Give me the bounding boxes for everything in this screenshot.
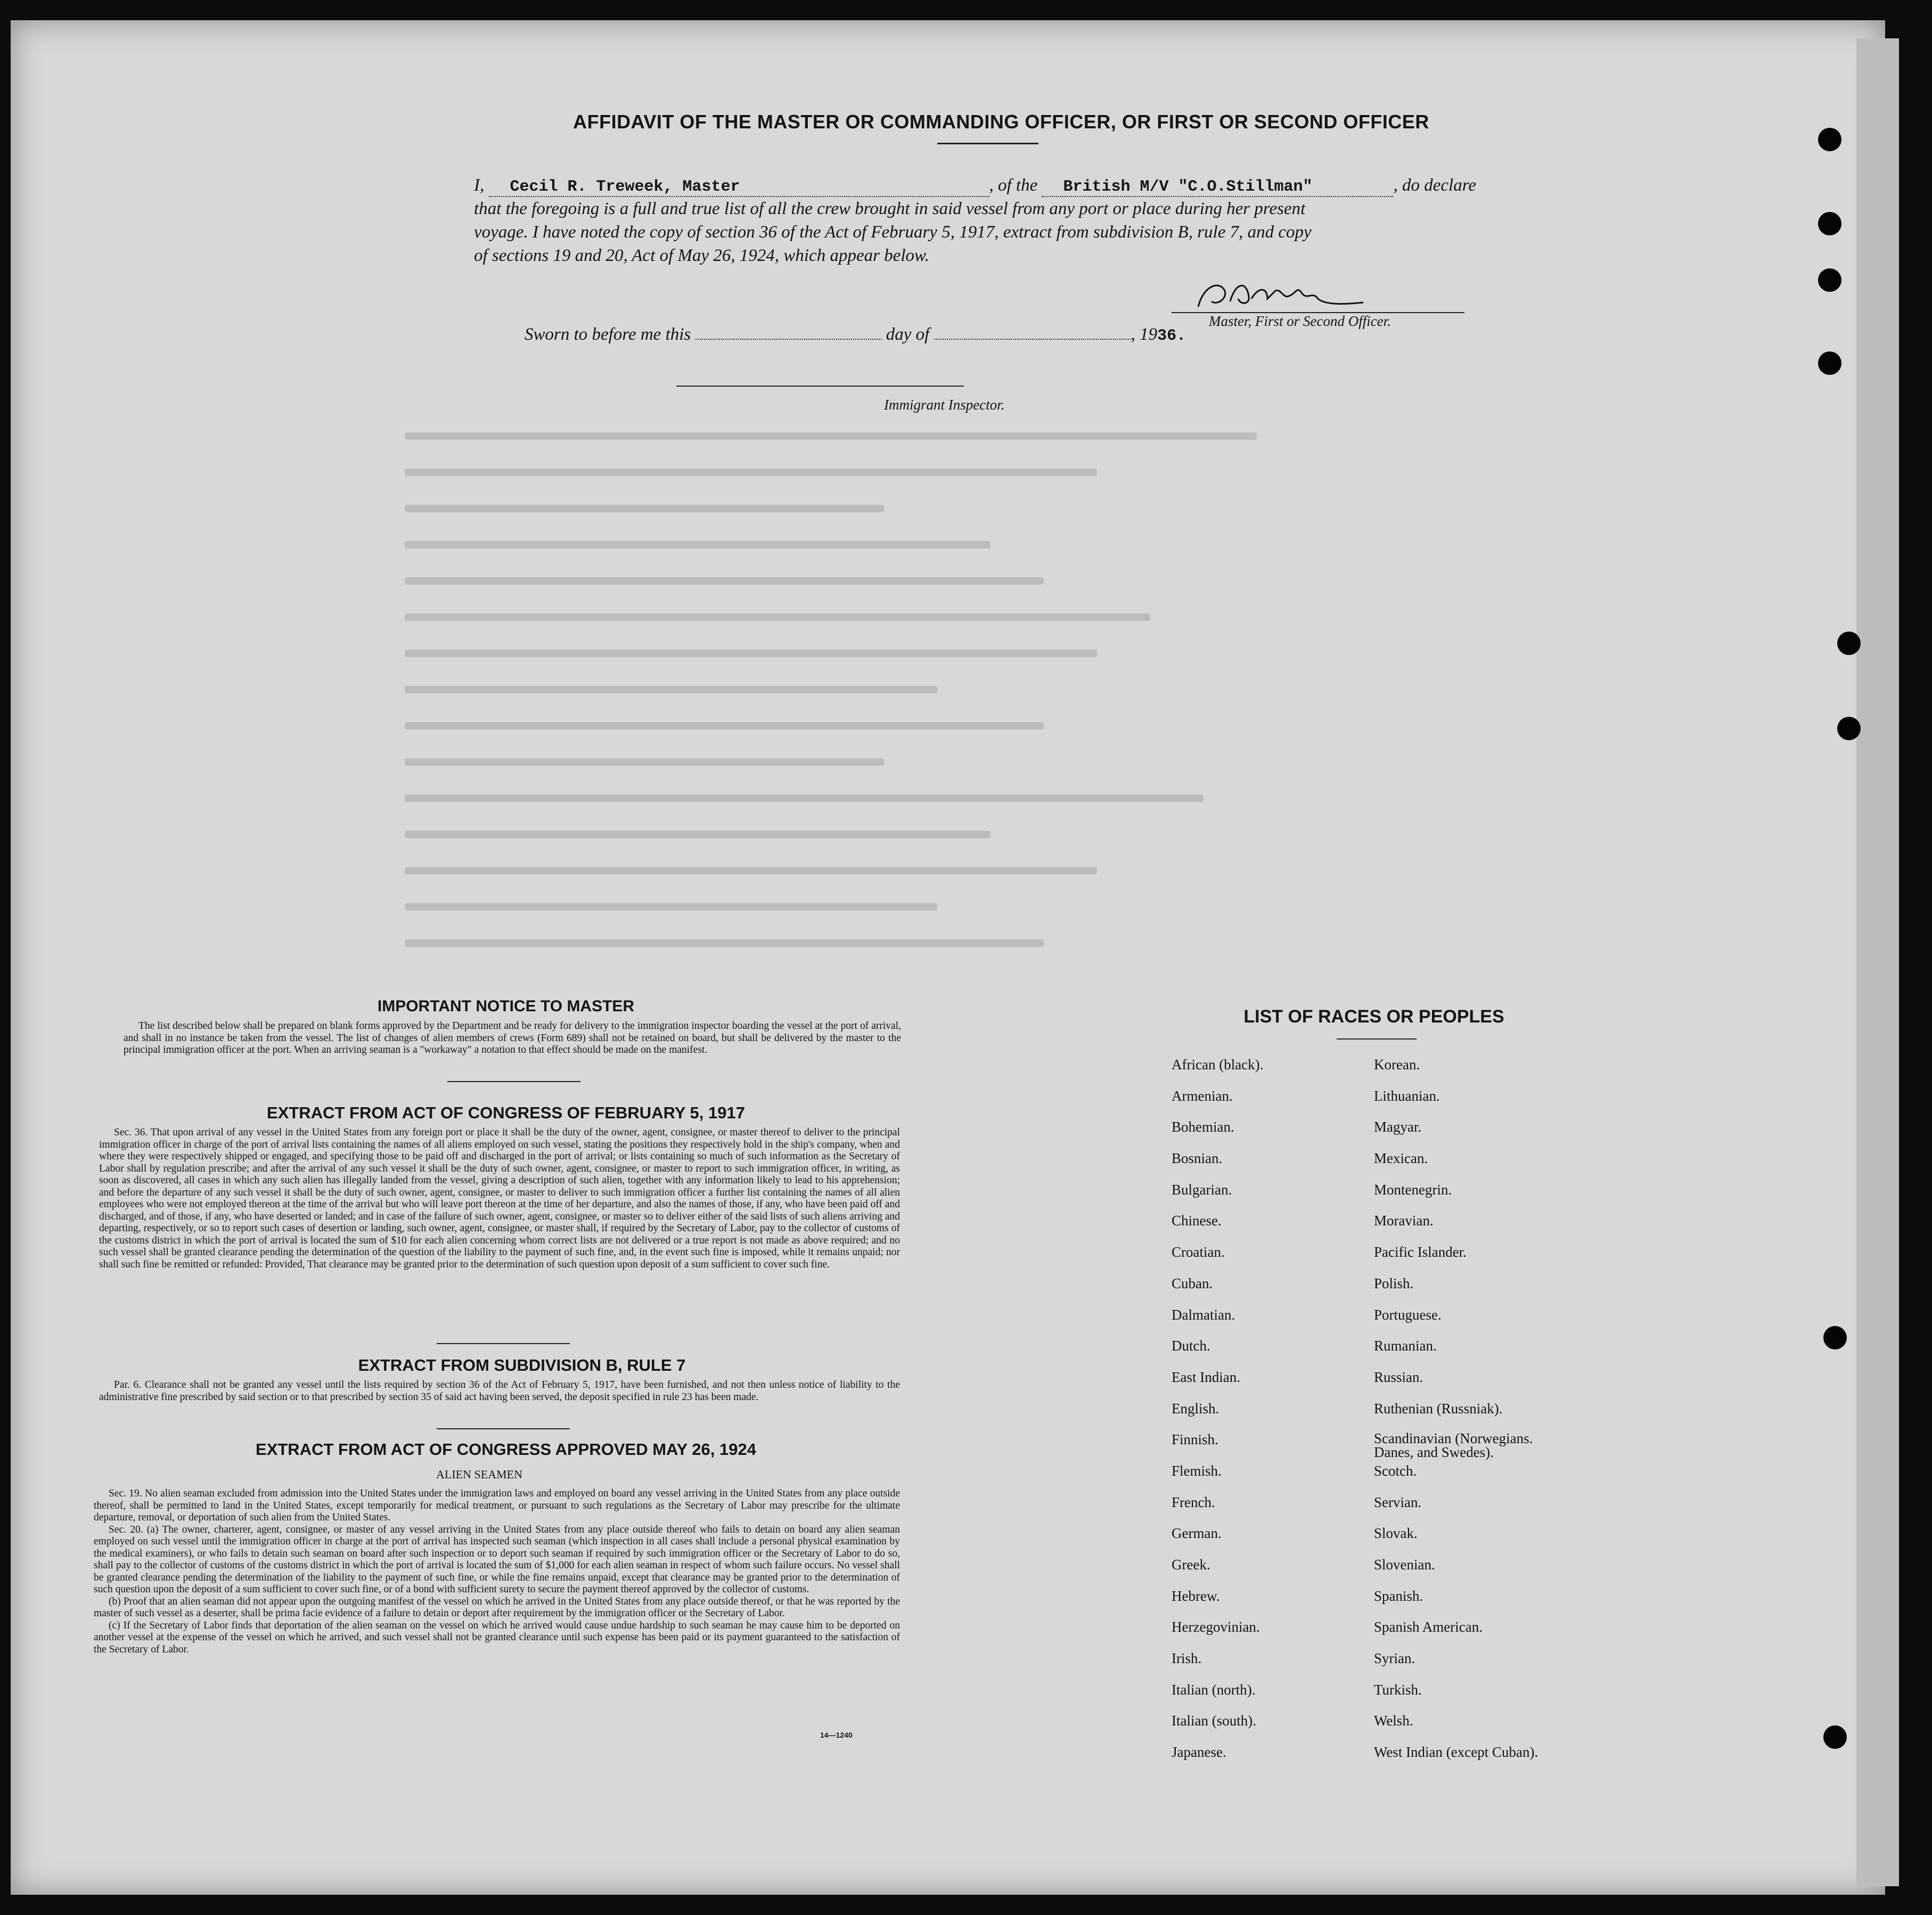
- race-item: Spanish.: [1374, 1587, 1423, 1604]
- extract-1924-body: [94, 1488, 900, 1656]
- form-number: 14—1240: [820, 1731, 853, 1739]
- race-item: Greek.: [1172, 1557, 1210, 1573]
- affidavit-do-declare: , do declare: [1393, 176, 1476, 195]
- race-item: Montenegrin.: [1374, 1181, 1452, 1198]
- race-item: Bosnian.: [1172, 1150, 1223, 1167]
- sworn-text: Sworn to before me this: [525, 325, 691, 344]
- section-20c-paragraph: (c) If the Secretary of Labor finds that deportation of the alien seaman on the vessel on which he arrived would cause undue hardship to such seaman he may cause him to be deported on another vessel at the expense of the vessel on which he arrived, and such vessel shall not be granted clearance until such expense has been paid or its payment guaranteed to the satisfaction of the Secretary of Labor.: [94, 1619, 900, 1655]
- bleed-through-row: [405, 505, 884, 512]
- race-item: West Indian (except Cuban).: [1374, 1744, 1538, 1761]
- punch-hole: [1823, 1725, 1847, 1749]
- notice-paragraph: The list described below shall be prepared on blank forms approved by the Department and be ready for delivery to the immigration inspector boarding the vessel at the port of arrival, and shall in no instance be taken from the vessel. The list of changes of alien members of crews (Form 689) shall not be retained on board, but shall be delivered by the master to the principal immigration officer at the port. When an arriving seaman is a "workaway" a notation to that effect should be made on the manifest.: [124, 1020, 901, 1055]
- bleed-through-row: [405, 541, 990, 549]
- signer-caption: Master, First or Second Officer.: [1209, 313, 1391, 329]
- race-item: Spanish American.: [1374, 1619, 1483, 1635]
- race-item: Magyar.: [1374, 1119, 1422, 1135]
- race-item: Welsh.: [1374, 1713, 1413, 1729]
- race-item: Finnish.: [1172, 1431, 1218, 1448]
- affidavit-line-1: [474, 176, 1476, 197]
- race-item: Lithuanian.: [1374, 1087, 1440, 1104]
- affidavit-prefix: I,: [474, 176, 485, 195]
- page-edge-strip: [1856, 38, 1899, 1886]
- race-item: Dutch.: [1172, 1338, 1210, 1354]
- section-divider: [437, 1428, 570, 1429]
- bleed-through-row: [405, 722, 1044, 730]
- race-item: Rumanian.: [1374, 1338, 1437, 1354]
- race-item: German.: [1172, 1525, 1222, 1542]
- punch-hole: [1818, 212, 1841, 235]
- bleed-through-row: [405, 686, 937, 693]
- extract-1917-title: EXTRACT FROM ACT OF CONGRESS OF FEBRUARY 5, 1917: [267, 1103, 745, 1122]
- bleed-through-row: [405, 758, 884, 766]
- race-item: Chinese.: [1172, 1213, 1222, 1229]
- race-item: Slovenian.: [1374, 1557, 1435, 1573]
- bleed-through-row: [405, 795, 1204, 802]
- race-item: Armenian.: [1172, 1087, 1233, 1104]
- day-of-text: day of: [886, 325, 930, 344]
- notice-title: IMPORTANT NOTICE TO MASTER: [377, 997, 635, 1015]
- section-divider: [437, 1343, 570, 1344]
- bleed-through-row: [405, 903, 937, 911]
- bleed-through-row: [405, 867, 1097, 874]
- punch-hole: [1837, 717, 1861, 740]
- race-item: Irish.: [1172, 1650, 1202, 1667]
- affidavit-title: AFFIDAVIT OF THE MASTER OR COMMANDING OFFICER, OR FIRST OR SECOND OFFICER: [573, 111, 1429, 133]
- extract-rule7-body: [99, 1379, 900, 1403]
- punch-hole: [1823, 1326, 1847, 1349]
- race-item: Hebrew.: [1172, 1587, 1220, 1604]
- extract-1917-body: [99, 1127, 900, 1271]
- extract-1924-title: EXTRACT FROM ACT OF CONGRESS APPROVED MAY 26, 1924: [256, 1440, 756, 1459]
- race-item: Japanese.: [1172, 1744, 1226, 1761]
- bleed-through-row: [405, 469, 1097, 476]
- master-signature: [1188, 275, 1369, 317]
- race-item: Cuban.: [1172, 1275, 1213, 1291]
- race-item: Scotch.: [1374, 1462, 1417, 1479]
- punch-hole: [1837, 632, 1861, 655]
- races-right-column: [1374, 1057, 1598, 1775]
- race-item: Syrian.: [1374, 1650, 1415, 1667]
- race-item: Italian (north).: [1172, 1681, 1256, 1698]
- title-underline: [937, 143, 1038, 144]
- races-title-underline: [1337, 1038, 1417, 1040]
- bleed-through-row: [405, 650, 1097, 657]
- bleed-through-row: [405, 577, 1044, 585]
- section-20b-paragraph: (b) Proof that an alien seaman did not appear upon the outgoing manifest of the vessel on which he arrived in the United States from any place outside thereof, or that he was reported by the master of such vessel as a deserter, shall be prima facie evidence of a failure to detain or deport after requirement by the immigration officer or the Secretary of Labor.: [94, 1595, 900, 1619]
- race-item: Korean.: [1374, 1057, 1420, 1073]
- year-suffix: 36.: [1157, 327, 1186, 345]
- race-item: English.: [1172, 1400, 1219, 1417]
- race-item: Ruthenian (Russniak).: [1374, 1400, 1503, 1417]
- race-item: Portuguese.: [1374, 1306, 1442, 1323]
- race-item: Croatian.: [1172, 1244, 1225, 1261]
- race-item: Pacific Islander.: [1374, 1244, 1467, 1261]
- extract-rule7-paragraph: Par. 6. Clearance shall not be granted any vessel until the lists required by section 36 of the Act of February 5, 1917, have been furnished, and not then unless notice of liability to the administrative fine prescribed by said section or to that prescribed by section 35 of said act having been served, the deposit specified in rule 23 has been made.: [99, 1379, 900, 1403]
- race-item: Flemish.: [1172, 1462, 1222, 1479]
- section-20a-paragraph: Sec. 20. (a) The owner, charterer, agent, consignee, or master of any vessel arriving in the United States from any place outside thereof who fails to detain on board any alien seaman employed on such vessel until the immigration officer in charge at the port of arrival has inspected such seaman (which inspection in all cases shall include a personal physical examination by the medical examiners), or who fails to detain such seaman on board after such inspection or to deport such seaman if required by such immigration officer or the Secretary of Labor to do so, shall pay to the collector of customs of the customs district in which the port of arrival is located the sum of $1,000 for each alien seaman in respect of whom such failure occurs. No vessel shall be granted clearance pending the determination of the liability to the payment of such fine, or while the fine remains unpaid, except that clearance may be granted prior to the determination of such question upon the deposit of a sum sufficient to cover such fine, or of a bond with sufficient surety to secure the payment thereof approved by the collector of customs.: [94, 1524, 900, 1595]
- race-item: African (black).: [1172, 1057, 1264, 1073]
- race-item: French.: [1172, 1494, 1215, 1510]
- inspector-signature-line: [676, 386, 964, 387]
- race-item: Herzegovinian.: [1172, 1619, 1260, 1635]
- race-item: Bohemian.: [1172, 1119, 1234, 1135]
- section-divider: [447, 1081, 580, 1082]
- extract-1917-paragraph: Sec. 36. That upon arrival of any vessel in the United States from any foreign port or place it shall be the duty of the owner, agent, consignee, or master thereof to deliver to the principal immigration officer in charge of the port of arrival lists containing the names of all aliens employed on such vessel, stating the positions they respectively hold in the ship's company, when and where they were respectively shipped or engaged, and specifying those to be paid off and discharged in the port of arrival; or lists containing so much of such information as the Secretary of Labor shall by regulation prescribe; and after the arrival of any such vessel it shall be the duty of such owner, agent, consignee, or master to report to such immigration officer, in writing, as soon as discovered, all cases in which any such alien has illegally landed from the vessel, giving a description of such alien, together with any information likely to lead to his apprehension; and before the departure of any such vessel it shall be the duty of such owner, agent, consignee, or master to deliver to such immigration officer a further list containing the names of all alien employees who were not employed thereon at the time of the arrival but who will leave port thereon at the time of her departure, and also the names of those, if any, who have been paid off and discharged, and of those, if any, who have deserted or landed; and in case of the failure of such owner, agent, consignee, or master so to deliver either of the said lists of such aliens arriving and departing, respectively, or so to report such cases of desertion or landing, such owner, agent, consignee, or master shall, if required by the Secretary of Labor, pay to the collector of customs of the customs district in which the port of arrival is located the sum of $10 for each alien concerning whom correct lists are not delivered or a true report is not made as above required; and no such vessel shall be granted clearance pending the determination of the question of the liability to the payment of such fine, and, in the event such fine is imposed, while it remains unpaid; nor shall such fine be remitted or refunded: Provided, That clearance may be granted prior to the determination of such question upon deposit of a sum sufficient to cover such fine.: [99, 1127, 900, 1270]
- punch-hole: [1818, 128, 1841, 151]
- race-item: Mexican.: [1374, 1150, 1428, 1167]
- bleed-through-row: [405, 432, 1257, 440]
- notice-body: [124, 1020, 901, 1057]
- race-item: Dalmatian.: [1172, 1306, 1235, 1323]
- race-item: Polish.: [1374, 1275, 1414, 1291]
- vessel-name: British M/V "C.O.Stillman": [1063, 178, 1313, 196]
- bleed-through-row: [405, 939, 1044, 947]
- race-item: Turkish.: [1374, 1681, 1422, 1698]
- bleed-through-row: [405, 613, 1150, 621]
- affidavit-of-the: , of the: [989, 176, 1038, 195]
- race-item: Moravian.: [1374, 1213, 1434, 1229]
- races-left-column: [1172, 1057, 1263, 1775]
- affidavit-line-3: voyage. I have noted the copy of section 36 of the Act of February 5, 1917, extract from subdivision B, rule 7, and copy: [474, 223, 1312, 242]
- race-item: Bulgarian.: [1172, 1181, 1232, 1198]
- race-item: Russian.: [1374, 1369, 1423, 1385]
- affidavit-line-4: of sections 19 and 20, Act of May 26, 1924, which appear below.: [474, 246, 929, 265]
- race-item: Servian.: [1374, 1494, 1422, 1510]
- bleed-through-row: [405, 831, 990, 838]
- race-item: Italian (south).: [1172, 1713, 1256, 1729]
- affidavit-line-2: that the foregoing is a full and true list of all the crew brought in said vessel from any port or place during her present: [474, 199, 1306, 218]
- year-prefix: , 19: [1131, 325, 1158, 344]
- race-item: East Indian.: [1172, 1369, 1240, 1385]
- race-item: Slovak.: [1374, 1525, 1418, 1542]
- extract-rule7-title: EXTRACT FROM SUBDIVISION B, RULE 7: [358, 1356, 686, 1374]
- master-name: Cecil R. Treweek, Master: [510, 178, 740, 196]
- race-item: Scandinavian (Norwegians. Danes, and Swedes).: [1374, 1430, 1533, 1461]
- extract-1924-subtitle: ALIEN SEAMEN: [436, 1468, 522, 1481]
- punch-hole: [1818, 268, 1841, 292]
- section-19-paragraph: Sec. 19. No alien seaman excluded from admission into the United States under the immigration laws and employed on board any vessel arriving in the United States from any place outside thereof, shall be permitted to land in the United States, except temporarily for medical treatment, or pursuant to such regulations as the Secretary of Labor may prescribe for the ultimate departure, removal, or deportation of such alien from the United States.: [94, 1488, 900, 1523]
- inspector-caption: Immigrant Inspector.: [884, 397, 1005, 413]
- races-title: LIST OF RACES OR PEOPLES: [1243, 1006, 1504, 1027]
- punch-hole: [1818, 351, 1841, 375]
- sworn-line: [525, 325, 1186, 345]
